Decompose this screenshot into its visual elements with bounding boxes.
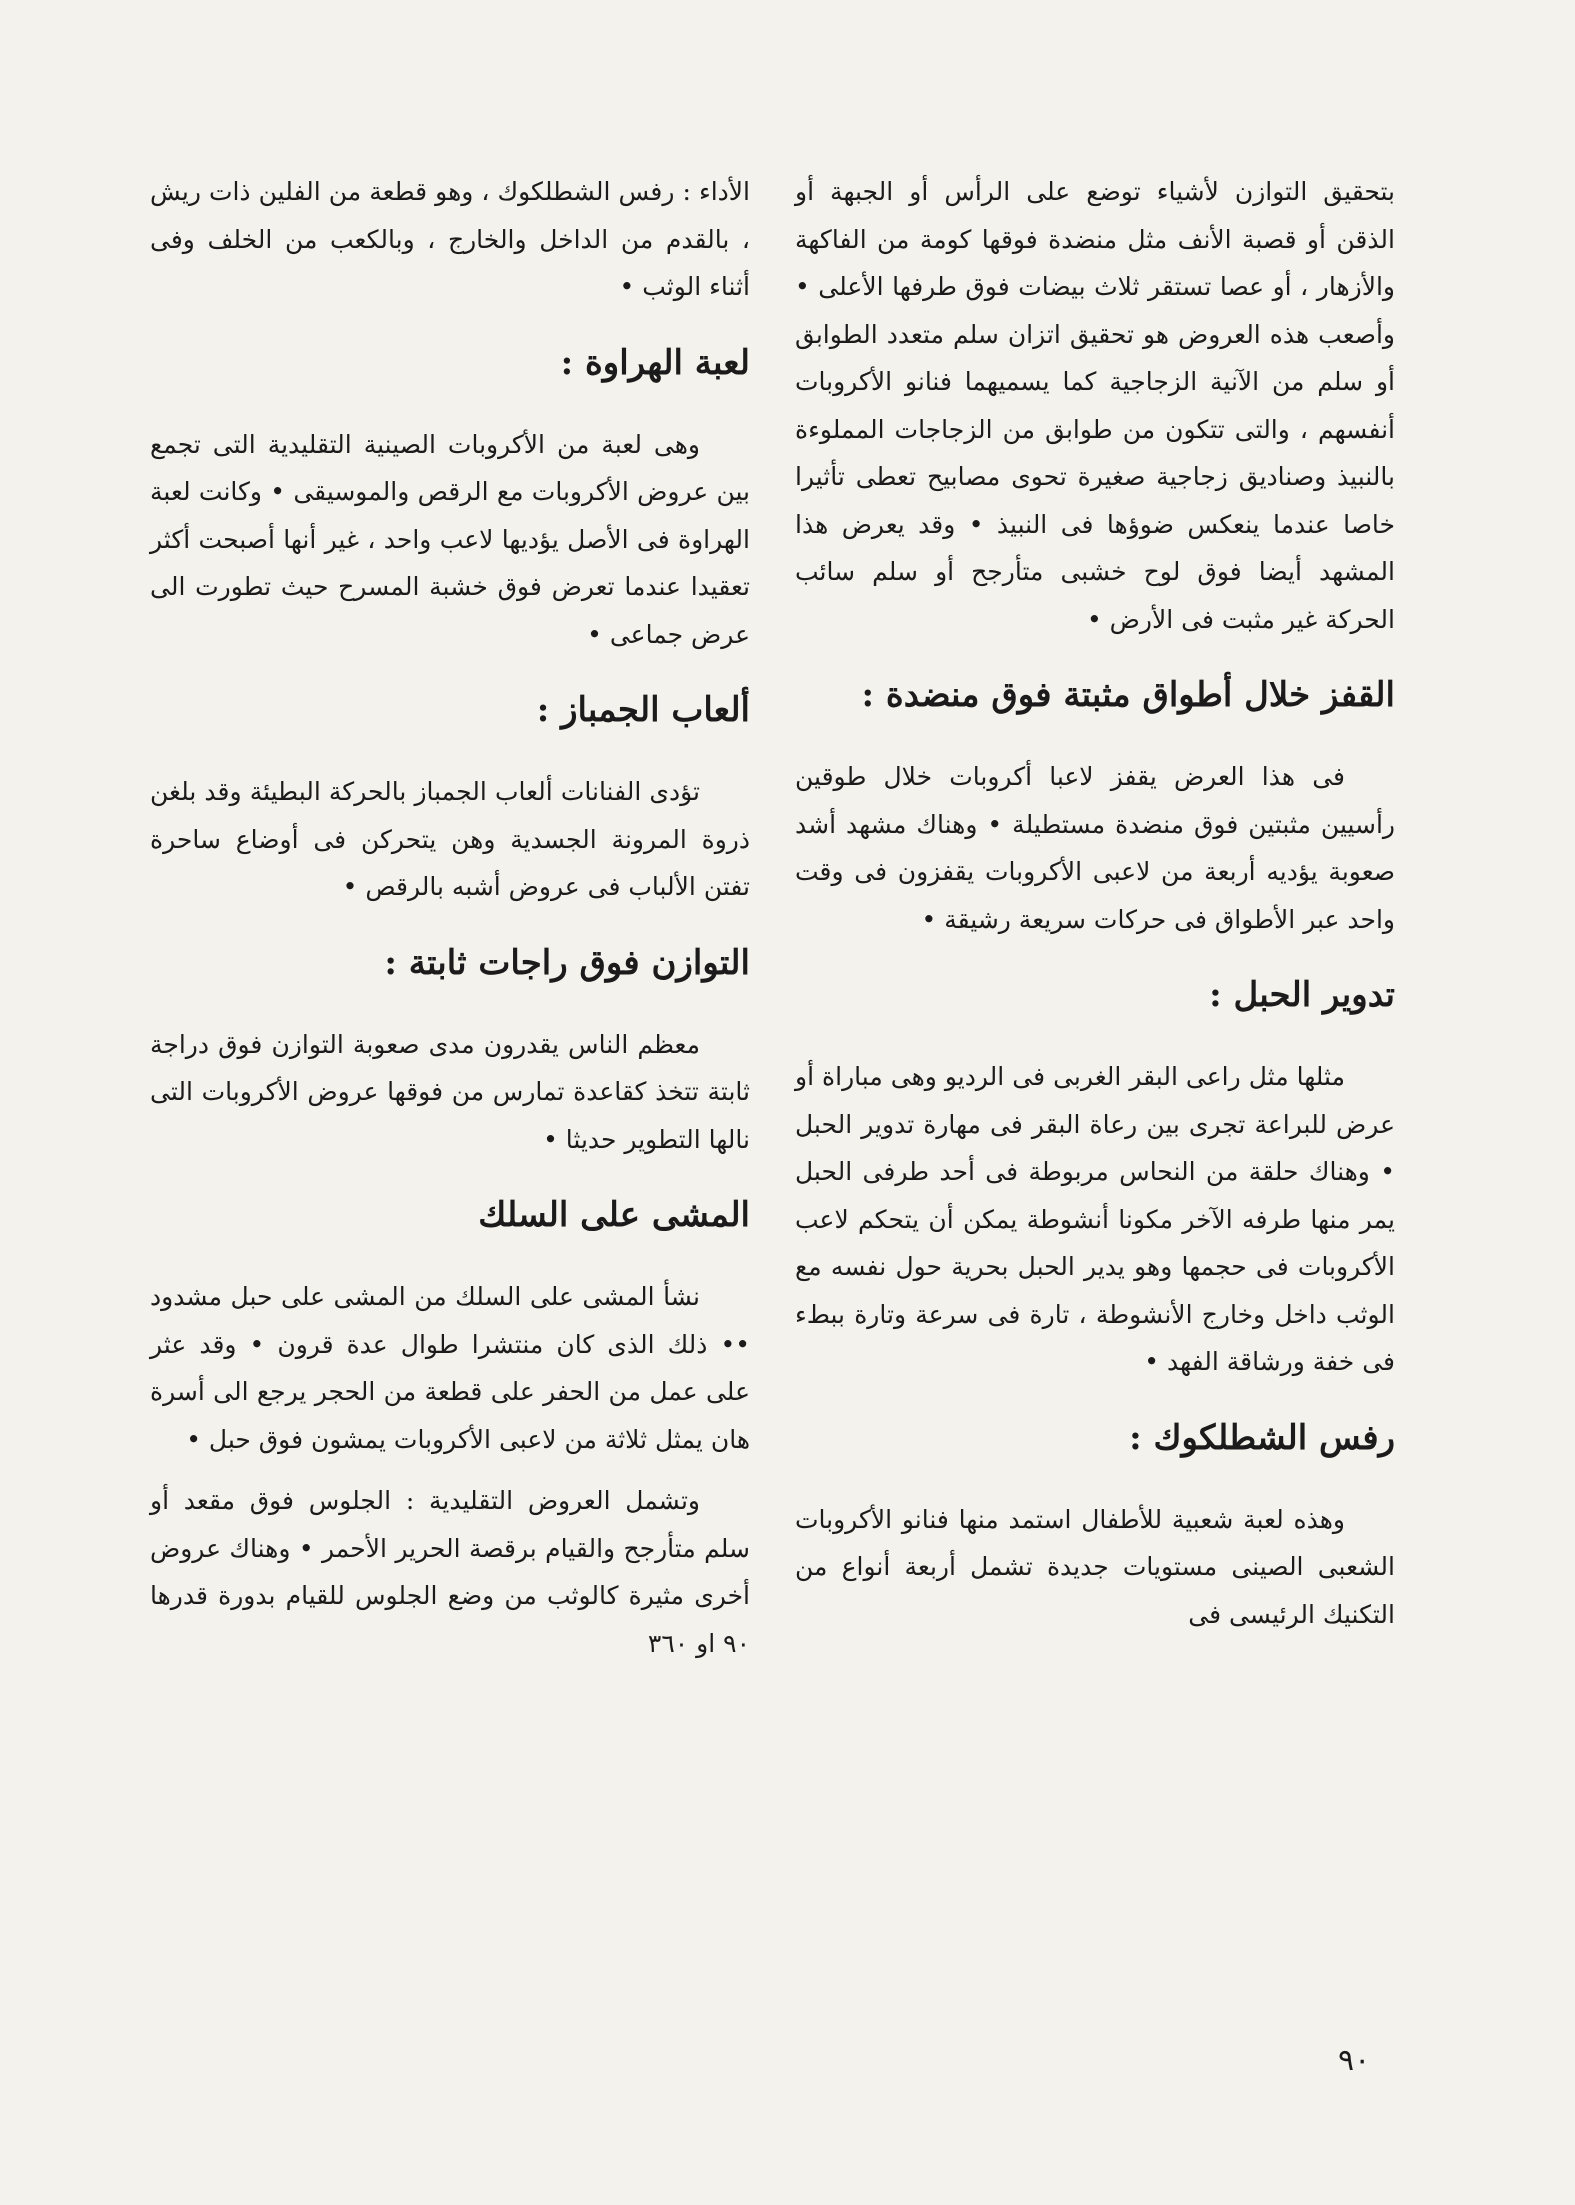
paragraph: وهذه لعبة شعبية للأطفال استمد منها فنانو الأكروبات الشعبى الصينى مستويات جديدة تشمل أربعة أنواع من التكنيك الرئيسى فى xyxy=(795,1504,1395,1629)
section-heading: المشى على السلك xyxy=(478,1195,750,1235)
paragraph: نشأ المشى على السلك من المشى على حبل مشدود •• ذلك الذى كان منتشرا طوال عدة قرون • وقد عثر على عمل من الحفر على قطعة من الحجر يرجع الى أسرة هان يمثل ثلاثة من لاعبى الأكروبات يمشون فوق حبل • xyxy=(150,1282,750,1454)
left-column xyxy=(150,168,750,1667)
paragraph: وتشمل العروض التقليدية : الجلوس فوق مقعد أو سلم متأرجح والقيام برقصة الحرير الأحمر • وهناك عروض أخرى مثيرة كالوثب من وضع الجلوس للقيام بدورة قدرها ٩٠ او ٣٦٠ xyxy=(150,1486,750,1658)
right-column xyxy=(795,168,1395,1638)
paragraph-gap xyxy=(150,1463,750,1477)
paragraph: تؤدى الفنانات ألعاب الجمباز بالحركة البطيئة وقد بلغن ذروة المرونة الجسدية وهن يتحركن فى أوضاع ساحرة تفتن الألباب فى عروض أشبه بالرقص • xyxy=(150,777,750,901)
section-heading: التوازن فوق راجات ثابتة : xyxy=(384,942,750,983)
paragraph: فى هذا العرض يقفز لاعبا أكروبات خلال طوقين رأسيين مثبتين فوق منضدة مستطيلة • وهناك مشهد أشد صعوبة يؤديه أربعة من لاعبى الأكروبات يقفزون فى وقت واحد عبر الأطواق فى حركات سريعة رشيقة • xyxy=(795,762,1395,934)
section-heading: لعبة الهراوة : xyxy=(560,342,750,383)
section-heading: القفز خلال أطواق مثبتة فوق منضدة : xyxy=(861,675,1395,715)
paragraph: مثلها مثل راعى البقر الغربى فى الرديو وهى مباراة أو عرض للبراعة تجرى بين رعاة البقر فى مهارة تدوير الحبل • وهناك حلقة من النحاس مربوطة فى أحد طرفى الحبل يمر منها طرفه الآخر مكونا أنشوطة يمكن أن يتحكم لاعب الأكروبات فى حجمها وهو يدير الحبل بحرية حول نفسه مع الوثب داخل وخارج الأنشوطة ، تارة فى سرعة وتارة ببطء فى خفة ورشاقة الفهد • xyxy=(795,1062,1395,1376)
paragraph: الأداء : رفس الشطلكوك ، وهو قطعة من الفلين ذات ريش ، بالقدم من الداخل والخارج ، وبالكعب من الخلف وفى أثناء الوثب • xyxy=(150,177,750,301)
paragraph: بتحقيق التوازن لأشياء توضع على الرأس أو الجبهة أو الذقن أو قصبة الأنف مثل منضدة فوقها كومة من الفاكهة والأزهار ، أو عصا تستقر ثلاث بيضات فوق طرفها الأعلى • وأصعب هذه العروض هو تحقيق اتزان سلم متعدد الطوابق أو سلم من الآنية الزجاجية كما يسميهما فنانو الأكروبات أنفسهم ، والتى تتكون من طوابق من الزجاجات المملوءة بالنبيذ وصناديق زجاجية صغيرة تحوى مصابيح تعطى تأثيرا خاصا عندما ينعكس ضوؤها فى النبيذ • وقد يعرض هذا المشهد أيضا فوق لوح خشبى متأرجح أو سلم سائب الحركة غير مثبت فى الأرض • xyxy=(795,177,1395,634)
paragraph: وهى لعبة من الأكروبات الصينية التقليدية التى تجمع بين عروض الأكروبات مع الرقص والموسيقى • وكانت لعبة الهراوة فى الأصل يؤديها لاعب واحد ، غير أنها أصبحت أكثر تعقيدا عندما تعرض فوق خشبة المسرح حيث تطورت الى عرض جماعى • xyxy=(150,429,750,649)
section-heading: رفس الشطلكوك : xyxy=(1129,1417,1395,1458)
paragraph: معظم الناس يقدرون مدى صعوبة التوازن فوق دراجة ثابتة تتخذ كقاعدة تمارس من فوقها عروض الأكروبات التى نالها التطوير حديثا • xyxy=(150,1029,750,1154)
section-heading: تدوير الحبل : xyxy=(1209,975,1395,1015)
page-number: ٩٠ xyxy=(1338,2043,1371,2078)
section-heading: ألعاب الجمباز : xyxy=(536,690,750,730)
